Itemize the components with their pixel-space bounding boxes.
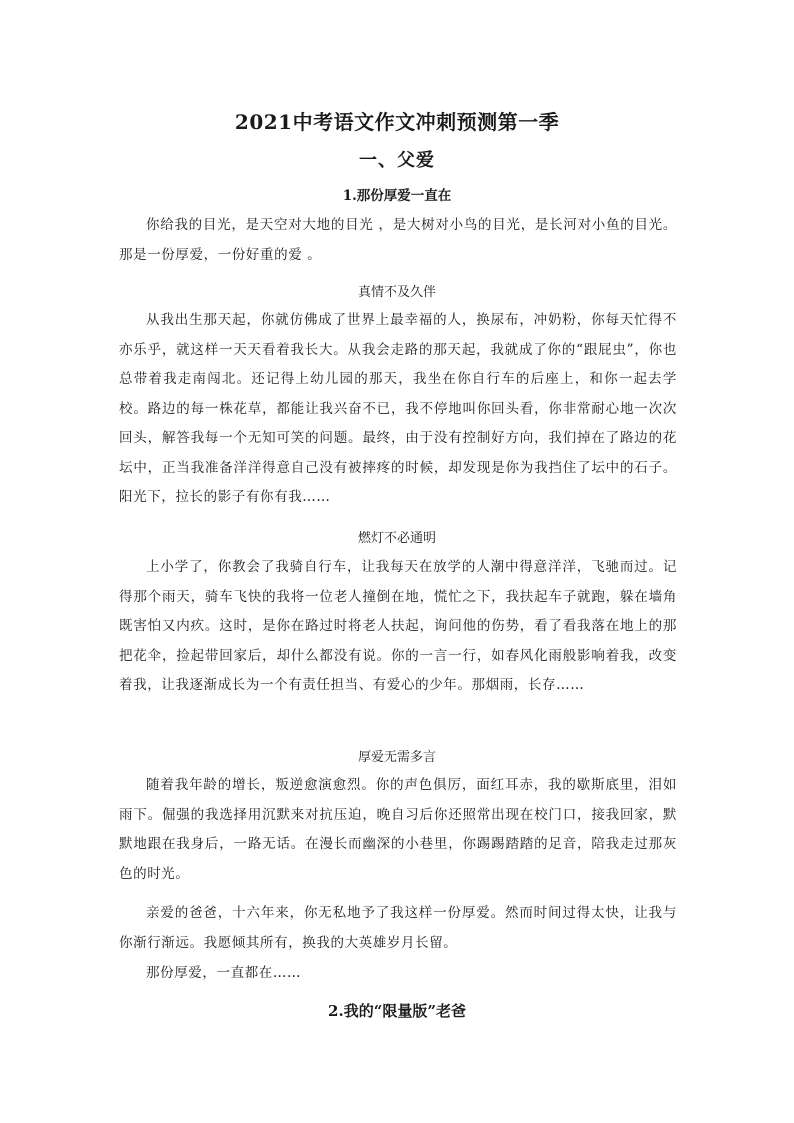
- paragraph-2: 上小学了，你教会了我骑自行车，让我每天在放学的人潮中得意洋洋，飞驰而过。记得那个雨天，骑车飞快的我将一位老人撞倒在地，慌忙之下，我扶起车子就跑，躲在墙角既害怕又内疚。这时，是你在路过时将老人扶起，询问他的伤势，看了看我落在地上的那把花伞，捡起带回家后，却什么都没有说。你的一言一行，如春风化雨般影响着我，改变着我，让我逐渐成长为一个有责任担当、有爱心的少年。那烟雨，长存……: [119, 559, 677, 693]
- heading-1: 真情不及久伴: [357, 285, 436, 300]
- intro-paragraph: 你给我的目光，是天空对大地的目光 ，是大树对小鸟的目光，是长河对小鱼的目光。那是一份厚爱，一份好重的爱 。: [119, 217, 677, 263]
- paragraph-4: 亲爱的爸爸，十六年来，你无私地予了我这样一份厚爱。然而时间过得太快，让我与你渐行渐远。我愿倾其所有，换我的大英雄岁月长留。: [119, 905, 677, 951]
- document-title: 2021中考语文作文冲刺预测第一季: [234, 110, 560, 134]
- section-title: 一、父爱: [359, 150, 435, 171]
- heading-2: 燃灯不必通明: [357, 531, 436, 546]
- paragraph-5: 那份厚爱，一直都在……: [146, 965, 302, 981]
- paragraph-3: 随着我年龄的增长，叛逆愈演愈烈。你的声色俱厉，面红耳赤，我的歇斯底里，泪如雨下。倔强的我选择用沉默来对抗压迫，晚自习后你还照常出现在校门口，接我回家，默默地跟在我身后，一路无话。在漫长而幽深的小巷里，你踢踢踏踏的足音，陪我走过那灰色的时光。: [119, 777, 677, 882]
- essay-title-2: 2.我的“限量版”老爸: [328, 1002, 466, 1020]
- paragraph-1: 从我出生那天起，你就仿佛成了世界上最幸福的人，换尿布，冲奶粉，你每天忙得不亦乐乎，就这样一天天看着我长大。从我会走路的那天起，我就成了你的“跟屁虫”，你也总带着我走南闯北。还记得上幼儿园的那天，我坐在你自行车的后座上，和你一起去学校。路边的每一株花草，都能让我兴奋不已，我不停地叫你回头看，你非常耐心地一次次回头，解答我每一个无知可笑的问题。最终，由于没有控制好方向，我们掉在了路边的花坛中，正当我准备洋洋得意自己没有被摔疼的时候，却发现是你为我挡住了坛中的石子。阳光下，拉长的影子有你有我……: [119, 312, 677, 505]
- heading-3: 厚爱无需多言: [357, 750, 436, 765]
- essay-title-1: 1.那份厚爱一直在: [342, 188, 452, 204]
